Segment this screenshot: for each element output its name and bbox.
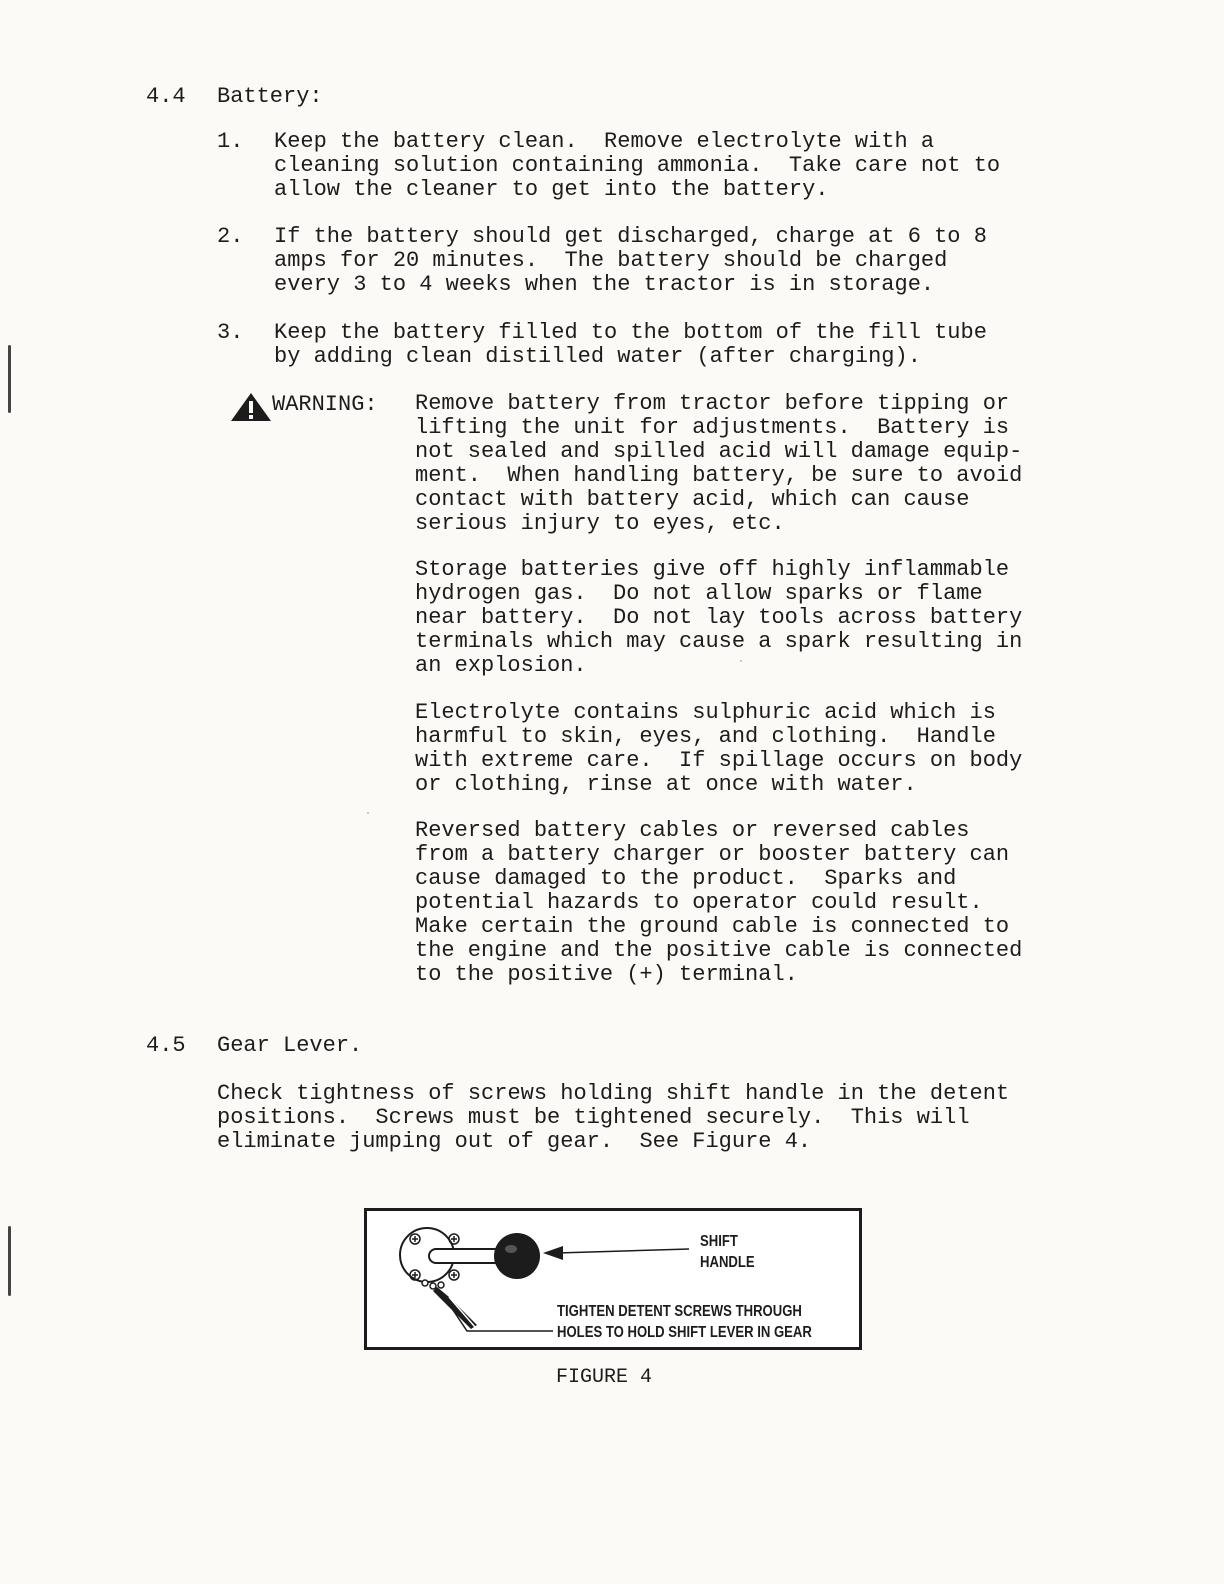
tighten-detent-label: TIGHTEN DETENT SCREWS THROUGH HOLES TO HOLD SHIFT LEVER IN GEAR (557, 1303, 812, 1341)
scan-edge-mark (8, 345, 11, 413)
shift-handle-label: SHIFT HANDLE (700, 1233, 755, 1271)
scan-edge-mark (8, 1226, 11, 1296)
list-item-1-text: Keep the battery clean. Remove electrolyte with a cleaning solution containing ammonia. Take care not to allow the cleaner to get into the battery. (274, 129, 1001, 202)
warning-triangle-icon (230, 392, 272, 422)
list-item-2-text: If the battery should get discharged, charge at 6 to 8 amps for 20 minutes. The battery should be charged every 3 to 4 weeks when the tractor is in storage. (274, 224, 987, 297)
warning-paragraph-1: Remove battery from tractor before tipping or lifting the unit for adjustments. Battery is not sealed and spilled acid will damage equip- ment. When handling battery, be sure to avoid contact with battery acid, which can cause serious injury to eyes, etc. (415, 391, 1023, 536)
warning-label: WARNING: (272, 392, 378, 417)
scan-speck (367, 812, 369, 814)
section-4-5-text: Check tightness of screws holding shift handle in the detent positions. Screws must be tightened securely. This will eliminate jumping out of gear. See Figure 4. (217, 1081, 1010, 1154)
section-4-5-number: 4.5 (146, 1033, 186, 1058)
figure-4-diagram (364, 1208, 862, 1350)
section-4-4-title: Battery: (217, 84, 323, 109)
section-4-4-number: 4.4 (146, 84, 186, 109)
warning-paragraph-3: Electrolyte contains sulphuric acid which is harmful to skin, eyes, and clothing. Handle with extreme care. If spillage occurs on body or clothing, rinse at once with water. (415, 700, 1023, 797)
warning-paragraph-2: Storage batteries give off highly inflammable hydrogen gas. Do not allow sparks or flame near battery. Do not lay tools across battery terminals which may cause a spark resulting in an explosion. (415, 557, 1023, 678)
section-4-5-title: Gear Lever. (217, 1033, 363, 1058)
list-item-3-number: 3. (217, 320, 244, 345)
list-item-1-number: 1. (217, 129, 244, 154)
warning-paragraph-4: Reversed battery cables or reversed cables from a battery charger or booster battery can cause damaged to the product. Sparks and potential hazards to operator could result. Make certain the ground cable is connected to the engine and the positive cable is connected to the positive (+) terminal. (415, 818, 1023, 987)
list-item-3-text: Keep the battery filled to the bottom of the fill tube by adding clean distilled water (after charging). (274, 320, 987, 369)
list-item-2-number: 2. (217, 224, 244, 249)
figure-caption: FIGURE 4 (556, 1366, 653, 1389)
